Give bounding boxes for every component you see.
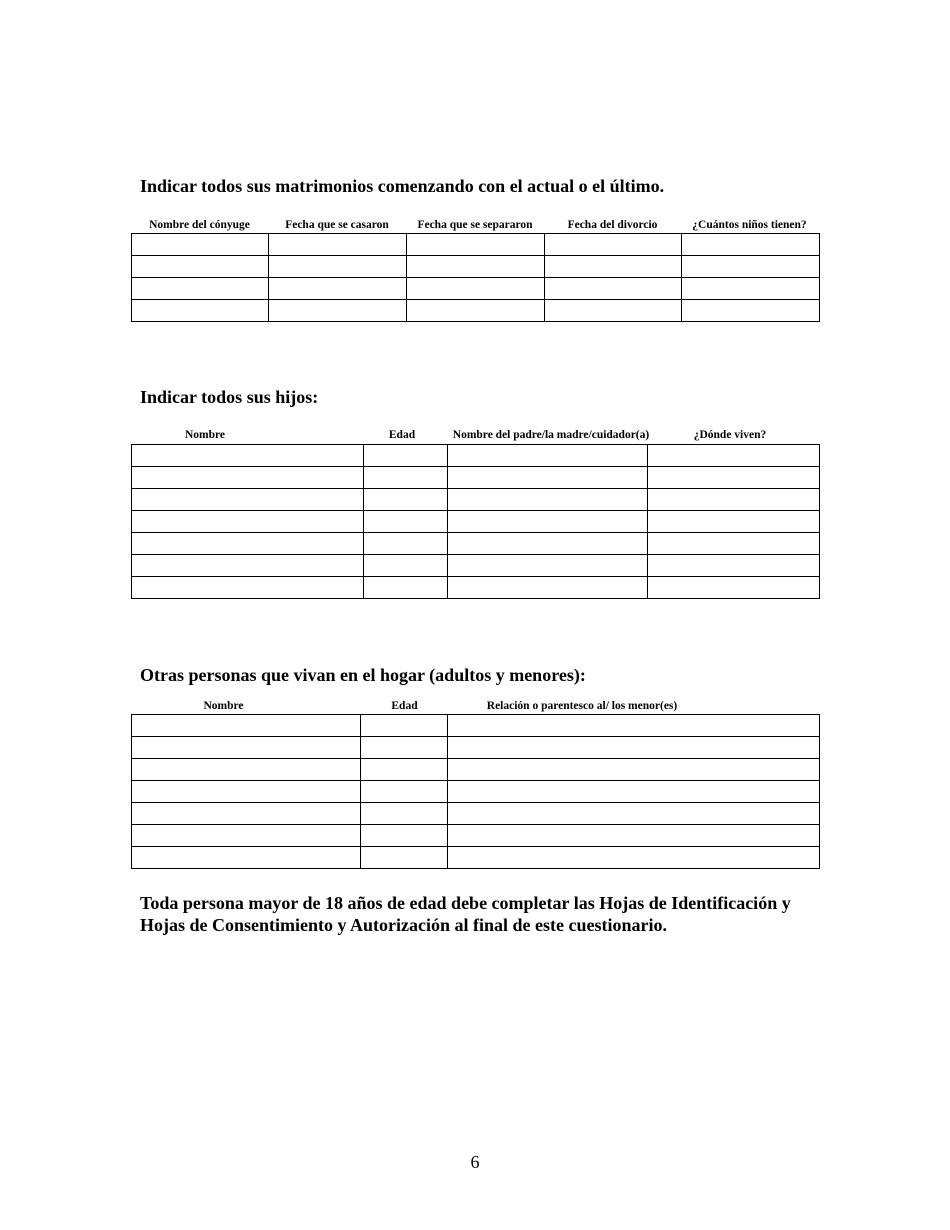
column-header-residence: ¿Dónde viven?: [693, 429, 767, 441]
relationship-cell[interactable]: [448, 847, 820, 869]
footer-note: Toda persona mayor de 18 años de edad debe completar las Hojas de Identificación y Hojas de Consentimiento y Autorización al final de este cuestionario.: [140, 893, 791, 935]
parent-name-cell[interactable]: [448, 489, 648, 511]
column-header-person-name: Nombre: [203, 700, 244, 712]
column-header-children-count: ¿Cuántos niños tienen?: [692, 219, 807, 231]
column-header-person-age: Edad: [391, 700, 418, 712]
table-row: [132, 533, 820, 555]
column-header-relationship: Relación o parentesco al/ los menor(es): [486, 700, 678, 712]
divorce-date-cell[interactable]: [545, 256, 682, 278]
page-number: 6: [470, 1152, 480, 1172]
table-row: [132, 489, 820, 511]
residence-cell[interactable]: [648, 489, 820, 511]
children-count-cell[interactable]: [682, 256, 820, 278]
child-name-cell[interactable]: [132, 467, 364, 489]
person-age-cell[interactable]: [361, 825, 448, 847]
child-age-cell[interactable]: [364, 445, 448, 467]
person-name-cell[interactable]: [132, 759, 361, 781]
person-name-cell[interactable]: [132, 847, 361, 869]
person-age-cell[interactable]: [361, 781, 448, 803]
household-heading: Otras personas que vivan en el hogar (adultos y menores):: [140, 665, 586, 685]
child-age-cell[interactable]: [364, 467, 448, 489]
marriages-table: [131, 233, 820, 322]
column-header-separation-date: Fecha que se separaron: [417, 219, 533, 231]
children-heading: Indicar todos sus hijos:: [140, 387, 319, 407]
child-name-cell[interactable]: [132, 511, 364, 533]
parent-name-cell[interactable]: [448, 445, 648, 467]
children-count-cell[interactable]: [682, 278, 820, 300]
table-row: [132, 737, 820, 759]
spouse-name-cell[interactable]: [132, 278, 269, 300]
table-row: [132, 467, 820, 489]
children-count-cell[interactable]: [682, 234, 820, 256]
divorce-date-cell[interactable]: [545, 234, 682, 256]
divorce-date-cell[interactable]: [545, 300, 682, 322]
table-row: [132, 781, 820, 803]
spouse-name-cell[interactable]: [132, 300, 269, 322]
column-header-parent-name: Nombre del padre/la madre/cuidador(a): [452, 429, 650, 441]
table-row: [132, 577, 820, 599]
table-row: [132, 555, 820, 577]
person-age-cell[interactable]: [361, 737, 448, 759]
child-age-cell[interactable]: [364, 489, 448, 511]
child-name-cell[interactable]: [132, 489, 364, 511]
residence-cell[interactable]: [648, 577, 820, 599]
table-row: [132, 445, 820, 467]
table-row: [132, 847, 820, 869]
children-table: [131, 444, 820, 599]
child-name-cell[interactable]: [132, 577, 364, 599]
separation-date-cell[interactable]: [407, 256, 545, 278]
child-name-cell[interactable]: [132, 555, 364, 577]
marriage-date-cell[interactable]: [269, 256, 407, 278]
table-row: [132, 715, 820, 737]
residence-cell[interactable]: [648, 511, 820, 533]
marriage-date-cell[interactable]: [269, 300, 407, 322]
column-header-marriage-date: Fecha que se casaron: [285, 219, 389, 231]
children-count-cell[interactable]: [682, 300, 820, 322]
divorce-date-cell[interactable]: [545, 278, 682, 300]
parent-name-cell[interactable]: [448, 533, 648, 555]
column-header-spouse-name: Nombre del cónyuge: [149, 219, 250, 231]
column-header-child-age: Edad: [388, 429, 416, 441]
relationship-cell[interactable]: [448, 781, 820, 803]
child-age-cell[interactable]: [364, 533, 448, 555]
relationship-cell[interactable]: [448, 825, 820, 847]
child-age-cell[interactable]: [364, 555, 448, 577]
column-header-child-name: Nombre: [184, 429, 226, 441]
separation-date-cell[interactable]: [407, 278, 545, 300]
table-row: [132, 256, 820, 278]
person-age-cell[interactable]: [361, 759, 448, 781]
residence-cell[interactable]: [648, 467, 820, 489]
residence-cell[interactable]: [648, 555, 820, 577]
relationship-cell[interactable]: [448, 737, 820, 759]
table-row: [132, 234, 820, 256]
relationship-cell[interactable]: [448, 715, 820, 737]
separation-date-cell[interactable]: [407, 234, 545, 256]
marriage-date-cell[interactable]: [269, 278, 407, 300]
residence-cell[interactable]: [648, 533, 820, 555]
table-row: [132, 300, 820, 322]
spouse-name-cell[interactable]: [132, 234, 269, 256]
relationship-cell[interactable]: [448, 803, 820, 825]
parent-name-cell[interactable]: [448, 577, 648, 599]
person-age-cell[interactable]: [361, 847, 448, 869]
child-age-cell[interactable]: [364, 577, 448, 599]
person-name-cell[interactable]: [132, 715, 361, 737]
household-table: [131, 714, 820, 869]
table-row: [132, 511, 820, 533]
person-age-cell[interactable]: [361, 715, 448, 737]
parent-name-cell[interactable]: [448, 467, 648, 489]
parent-name-cell[interactable]: [448, 511, 648, 533]
residence-cell[interactable]: [648, 445, 820, 467]
marriage-date-cell[interactable]: [269, 234, 407, 256]
table-row: [132, 278, 820, 300]
parent-name-cell[interactable]: [448, 555, 648, 577]
relationship-cell[interactable]: [448, 759, 820, 781]
marriages-heading: Indicar todos sus matrimonios comenzando con el actual o el último.: [140, 176, 665, 196]
table-row: [132, 759, 820, 781]
person-name-cell[interactable]: [132, 803, 361, 825]
table-row: [132, 803, 820, 825]
child-name-cell[interactable]: [132, 445, 364, 467]
person-name-cell[interactable]: [132, 825, 361, 847]
spouse-name-cell[interactable]: [132, 256, 269, 278]
person-name-cell[interactable]: [132, 737, 361, 759]
child-age-cell[interactable]: [364, 511, 448, 533]
person-name-cell[interactable]: [132, 781, 361, 803]
table-row: [132, 825, 820, 847]
person-age-cell[interactable]: [361, 803, 448, 825]
separation-date-cell[interactable]: [407, 300, 545, 322]
child-name-cell[interactable]: [132, 533, 364, 555]
column-header-divorce-date: Fecha del divorcio: [567, 219, 658, 231]
